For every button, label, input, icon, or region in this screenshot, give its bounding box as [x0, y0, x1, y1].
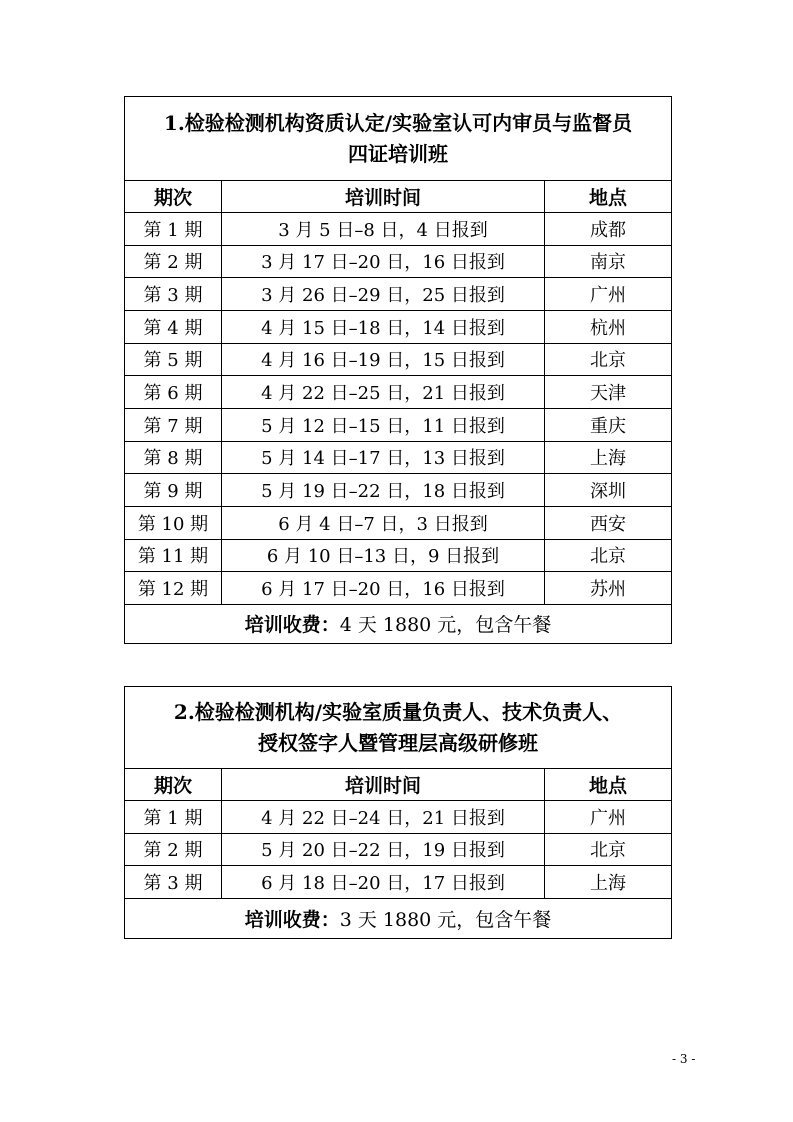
- cell-period: 第 12 期: [125, 572, 222, 605]
- table-title: [125, 687, 672, 769]
- header-time: 培训时间: [222, 181, 545, 213]
- table-header-row: [125, 181, 672, 213]
- cell-location: 上海: [545, 866, 672, 899]
- cell-location: 上海: [545, 441, 672, 474]
- header-period: 期次: [125, 181, 222, 213]
- table-row: [125, 408, 672, 441]
- cell-time: 4 月 22 日–24 日，21 日报到: [222, 801, 545, 834]
- cell-time: 5 月 19 日–22 日，18 日报到: [222, 474, 545, 507]
- table-row: [125, 310, 672, 343]
- cell-period: 第 8 期: [125, 441, 222, 474]
- table-title-row: [125, 97, 672, 181]
- cell-location: 天津: [545, 376, 672, 409]
- cell-location: 北京: [545, 539, 672, 572]
- cell-location: 广州: [545, 801, 672, 834]
- table-title: [125, 97, 672, 181]
- cell-location: 成都: [545, 213, 672, 246]
- fee-label: 培训收费：: [244, 614, 340, 637]
- table-row: [125, 376, 672, 409]
- cell-period: 第 4 期: [125, 310, 222, 343]
- table-row: [125, 866, 672, 899]
- table-title-line: 1.检验检测机构资质认定/实验室认可内审员与监督员: [163, 110, 633, 135]
- cell-time: 5 月 12 日–15 日，11 日报到: [222, 408, 545, 441]
- cell-time: 3 月 26 日–29 日，25 日报到: [222, 278, 545, 311]
- table-row: [125, 833, 672, 866]
- fee-text: 4 天 1880 元，包含午餐: [339, 614, 552, 637]
- table-title-line: 授权签字人暨管理层高级研修班: [258, 730, 539, 755]
- header-period: 期次: [125, 769, 222, 801]
- cell-time: 4 月 16 日–19 日，15 日报到: [222, 343, 545, 376]
- table-row: [125, 213, 672, 246]
- cell-period: 第 9 期: [125, 474, 222, 507]
- cell-location: 广州: [545, 278, 672, 311]
- cell-time: 3 月 17 日–20 日，16 日报到: [222, 245, 545, 278]
- cell-location: 重庆: [545, 408, 672, 441]
- header-time: 培训时间: [222, 769, 545, 801]
- table-title-line: 四证培训班: [348, 141, 448, 166]
- cell-location: 西安: [545, 506, 672, 539]
- table-body: [125, 213, 672, 605]
- table-row: [125, 539, 672, 572]
- cell-location: 北京: [545, 343, 672, 376]
- fee-cell: [125, 898, 672, 938]
- table-row: [125, 245, 672, 278]
- cell-period: 第 6 期: [125, 376, 222, 409]
- cell-location: 深圳: [545, 474, 672, 507]
- fee-text: 3 天 1880 元，包含午餐: [339, 908, 552, 931]
- table-title-line: 2.检验检测机构/实验室质量负责人、技术负责人、: [173, 699, 623, 724]
- header-location: 地点: [545, 181, 672, 213]
- table-row: [125, 441, 672, 474]
- cell-period: 第 10 期: [125, 506, 222, 539]
- cell-time: 6 月 4 日–7 日，3 日报到: [222, 506, 545, 539]
- table-body: [125, 801, 672, 899]
- training-schedule-table-1: [124, 96, 672, 644]
- cell-period: 第 1 期: [125, 801, 222, 834]
- cell-period: 第 7 期: [125, 408, 222, 441]
- cell-location: 苏州: [545, 572, 672, 605]
- cell-time: 6 月 18 日–20 日，17 日报到: [222, 866, 545, 899]
- fee-label: 培训收费：: [244, 908, 340, 931]
- cell-time: 4 月 15 日–18 日，14 日报到: [222, 310, 545, 343]
- table-row: [125, 572, 672, 605]
- cell-time: 3 月 5 日–8 日，4 日报到: [222, 213, 545, 246]
- table-title-row: [125, 687, 672, 769]
- training-schedule-table-2: [124, 686, 672, 939]
- table-row: [125, 343, 672, 376]
- cell-time: 5 月 14 日–17 日，13 日报到: [222, 441, 545, 474]
- cell-period: 第 2 期: [125, 245, 222, 278]
- table-row: [125, 474, 672, 507]
- header-location: 地点: [545, 769, 672, 801]
- cell-period: 第 2 期: [125, 833, 222, 866]
- fee-row: [125, 898, 672, 938]
- cell-period: 第 3 期: [125, 866, 222, 899]
- cell-time: 4 月 22 日–25 日，21 日报到: [222, 376, 545, 409]
- cell-time: 5 月 20 日–22 日，19 日报到: [222, 833, 545, 866]
- cell-period: 第 5 期: [125, 343, 222, 376]
- fee-row: [125, 604, 672, 643]
- cell-location: 北京: [545, 833, 672, 866]
- cell-period: 第 1 期: [125, 213, 222, 246]
- cell-location: 杭州: [545, 310, 672, 343]
- cell-time: 6 月 10 日–13 日，9 日报到: [222, 539, 545, 572]
- table-header-row: [125, 769, 672, 801]
- page-number: - 3 -: [672, 1052, 696, 1066]
- cell-period: 第 3 期: [125, 278, 222, 311]
- cell-time: 6 月 17 日–20 日，16 日报到: [222, 572, 545, 605]
- fee-cell: [125, 604, 672, 643]
- cell-location: 南京: [545, 245, 672, 278]
- table-row: [125, 506, 672, 539]
- cell-period: 第 11 期: [125, 539, 222, 572]
- table-row: [125, 278, 672, 311]
- table-row: [125, 801, 672, 834]
